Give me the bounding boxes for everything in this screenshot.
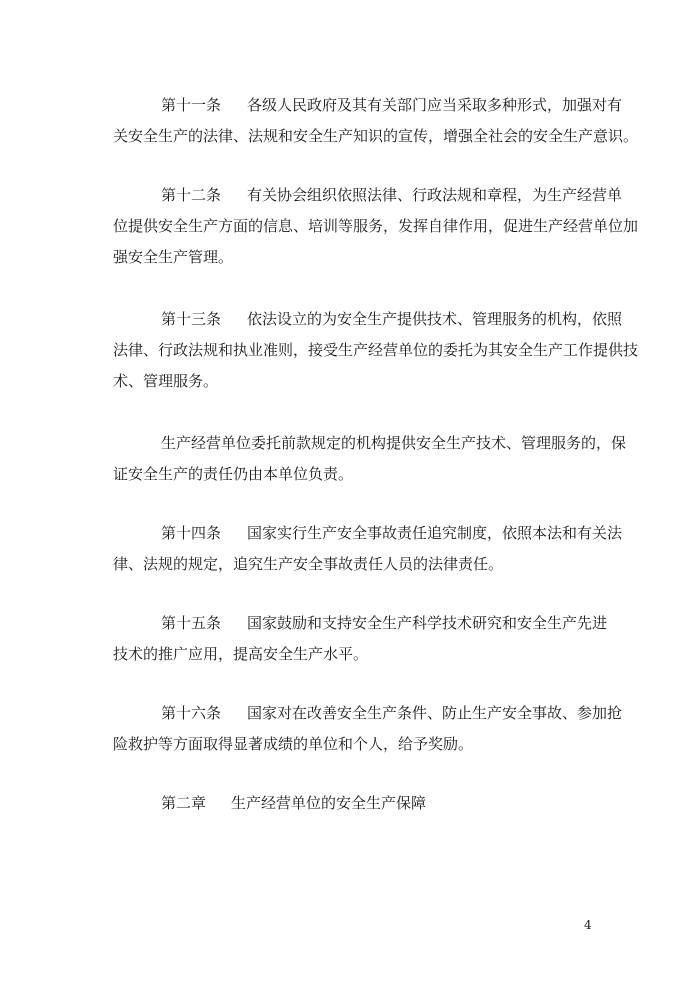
article-12-line-2: 位提供安全生产方面的信息、培训等服务，发挥自律作用，促进生产经营单位加 [113,217,639,235]
article-13-p2-line-1: 生产经营单位委托前款规定的机构提供安全生产技术、管理服务的，保 [161,434,627,452]
article-14 [113,518,623,580]
article-12-line-1 [113,180,623,211]
article-text: 有关协会组织依照法律、行政法规和章程，为生产经营单 [247,186,623,204]
article-13-line-2: 法律、行政法规和执业准则，接受生产经营单位的委托为其安全生产工作提供技 [113,341,639,359]
article-13-line-3: 术、管理服务。 [113,372,219,390]
article-number: 第十三条 [161,310,222,328]
chapter-heading [113,788,603,819]
article-16 [113,698,623,760]
article-13-paragraph-2 [113,428,627,490]
article-text: 国家对在改善安全生产条件、防止生产安全事故、参加抢 [247,704,623,722]
article-15-line-2: 技术的推广应用，提高安全生产水平。 [113,645,369,663]
article-text: 依法设立的为安全生产提供技术、管理服务的机构，依照 [247,310,623,328]
article-14-line-1 [113,518,623,549]
article-11 [113,90,639,152]
chapter-number: 第二章 [161,794,207,812]
article-12 [113,180,639,273]
article-14-line-2: 律、法规的规定，追究生产安全事故责任人员的法律责任。 [113,555,504,573]
article-11-line-1 [113,90,623,121]
article-15 [113,608,608,670]
article-text: 各级人民政府及其有关部门应当采取多种形式，加强对有 [247,96,623,114]
article-12-line-3: 强安全生产管理。 [113,248,234,266]
article-number: 第十五条 [161,614,222,632]
article-16-line-2: 险救护等方面取得显著成绩的单位和个人，给予奖励。 [113,735,474,753]
article-16-line-1 [113,698,623,729]
article-number: 第十六条 [161,704,222,722]
article-text: 国家鼓励和支持安全生产科学技术研究和安全生产先进 [247,614,608,632]
article-13-line-1 [113,304,623,335]
article-11-line-2: 关安全生产的法律、法规和安全生产知识的宣传，增强全社会的安全生产意识。 [113,127,639,145]
chapter-title: 生产经营单位的安全生产保障 [231,794,427,812]
article-13 [113,304,639,397]
article-number: 第十四条 [161,524,222,542]
article-text: 国家实行生产安全事故责任追究制度，依照本法和有关法 [247,524,623,542]
article-number: 第十二条 [161,186,222,204]
chapter-heading-line [113,788,603,819]
article-15-line-1 [113,608,608,639]
article-number: 第十一条 [161,96,222,114]
page-number: 4 [584,918,592,932]
article-13-p2-line-2: 证安全生产的责任仍由本单位负责。 [113,465,354,483]
